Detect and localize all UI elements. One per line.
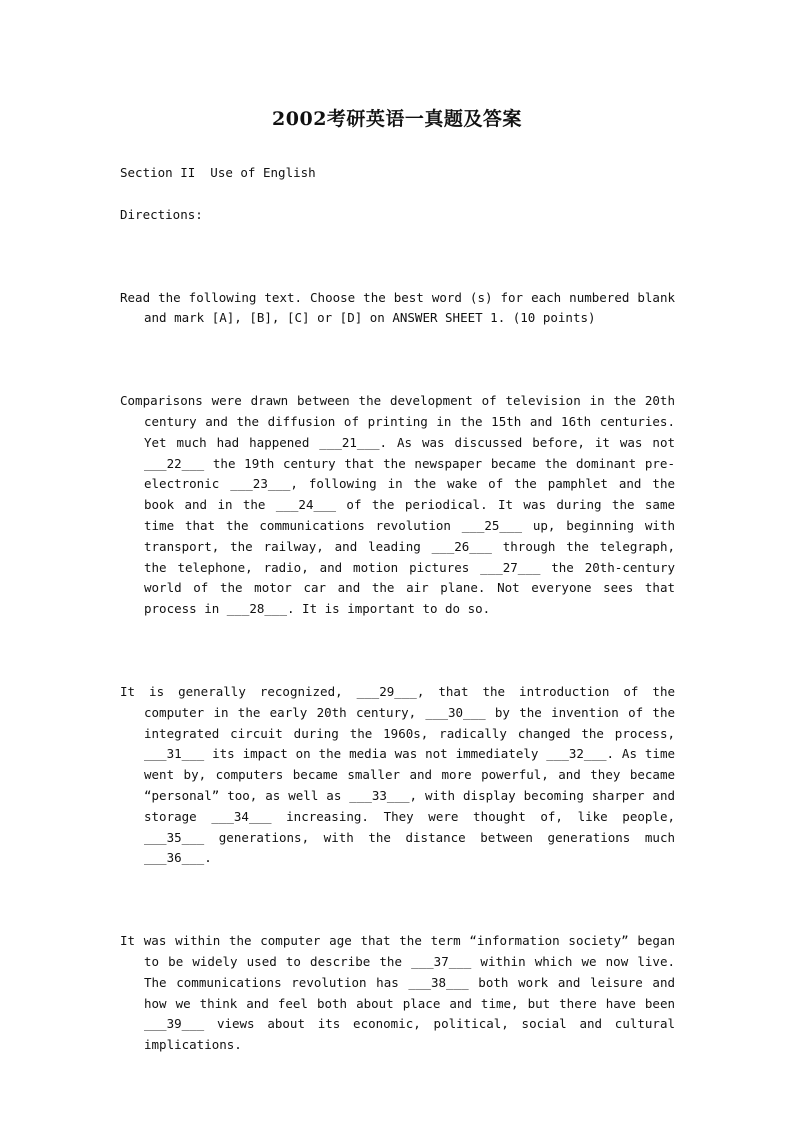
section-heading: Section II Use of English [120, 165, 316, 180]
document-body [120, 163, 675, 1056]
paragraph-1: Comparisons were drawn between the development of television in the 20th century and the diffusion of printing in the 15th and 16th centuries. Yet much had happened ___21___. As was discussed before, it was not ___22___ the 19th century that the newspaper became the dominant pre-electronic ___23___, following in the wake of the pamphlet and the book and in the ___24___ of the periodical. It was during the same time that the communications revolution ___25___ up, beginning with transport, the railway, and leading ___26___ through the telegraph, the telephone, radio, and motion pictures ___27___ the 20th-century world of the motor car and the air plane. Not everyone sees that process in ___28___. It is important to do so. [120, 393, 675, 617]
instruction-text: Read the following text. Choose the best word (s) for each numbered blank and mark [A], [B], [C] or [D] on ANSWER SHEET 1. (10 points) [120, 289, 675, 326]
page-title: 2002考研英语一真题及答案 [272, 108, 522, 130]
paragraph-2: It is generally recognized, ___29___, that the introduction of the computer in the early 20th century, ___30___ by the invention of the integrated circuit during the 1960s, radically changed the process, ___31___ its impact on the media was not immediately ___32___. As time went by, computers became smaller and more powerful, and they became “personal” too, as well as ___33___, with display becoming sharper and storage ___34___ increasing. They were thought of, like people, ___35___ generations, with the distance between generations much ___36___. [120, 683, 675, 866]
paragraph-3: It was within the computer age that the term “information society” began to be widely used to describe the ___37___ within which we now live. The communications revolution has ___38___ both work and leisure and how we think and feel both about place and time, but there have been ___39___ views about its economic, political, social and cultural implications. [120, 933, 675, 1053]
directions-label: Directions: [120, 206, 203, 222]
